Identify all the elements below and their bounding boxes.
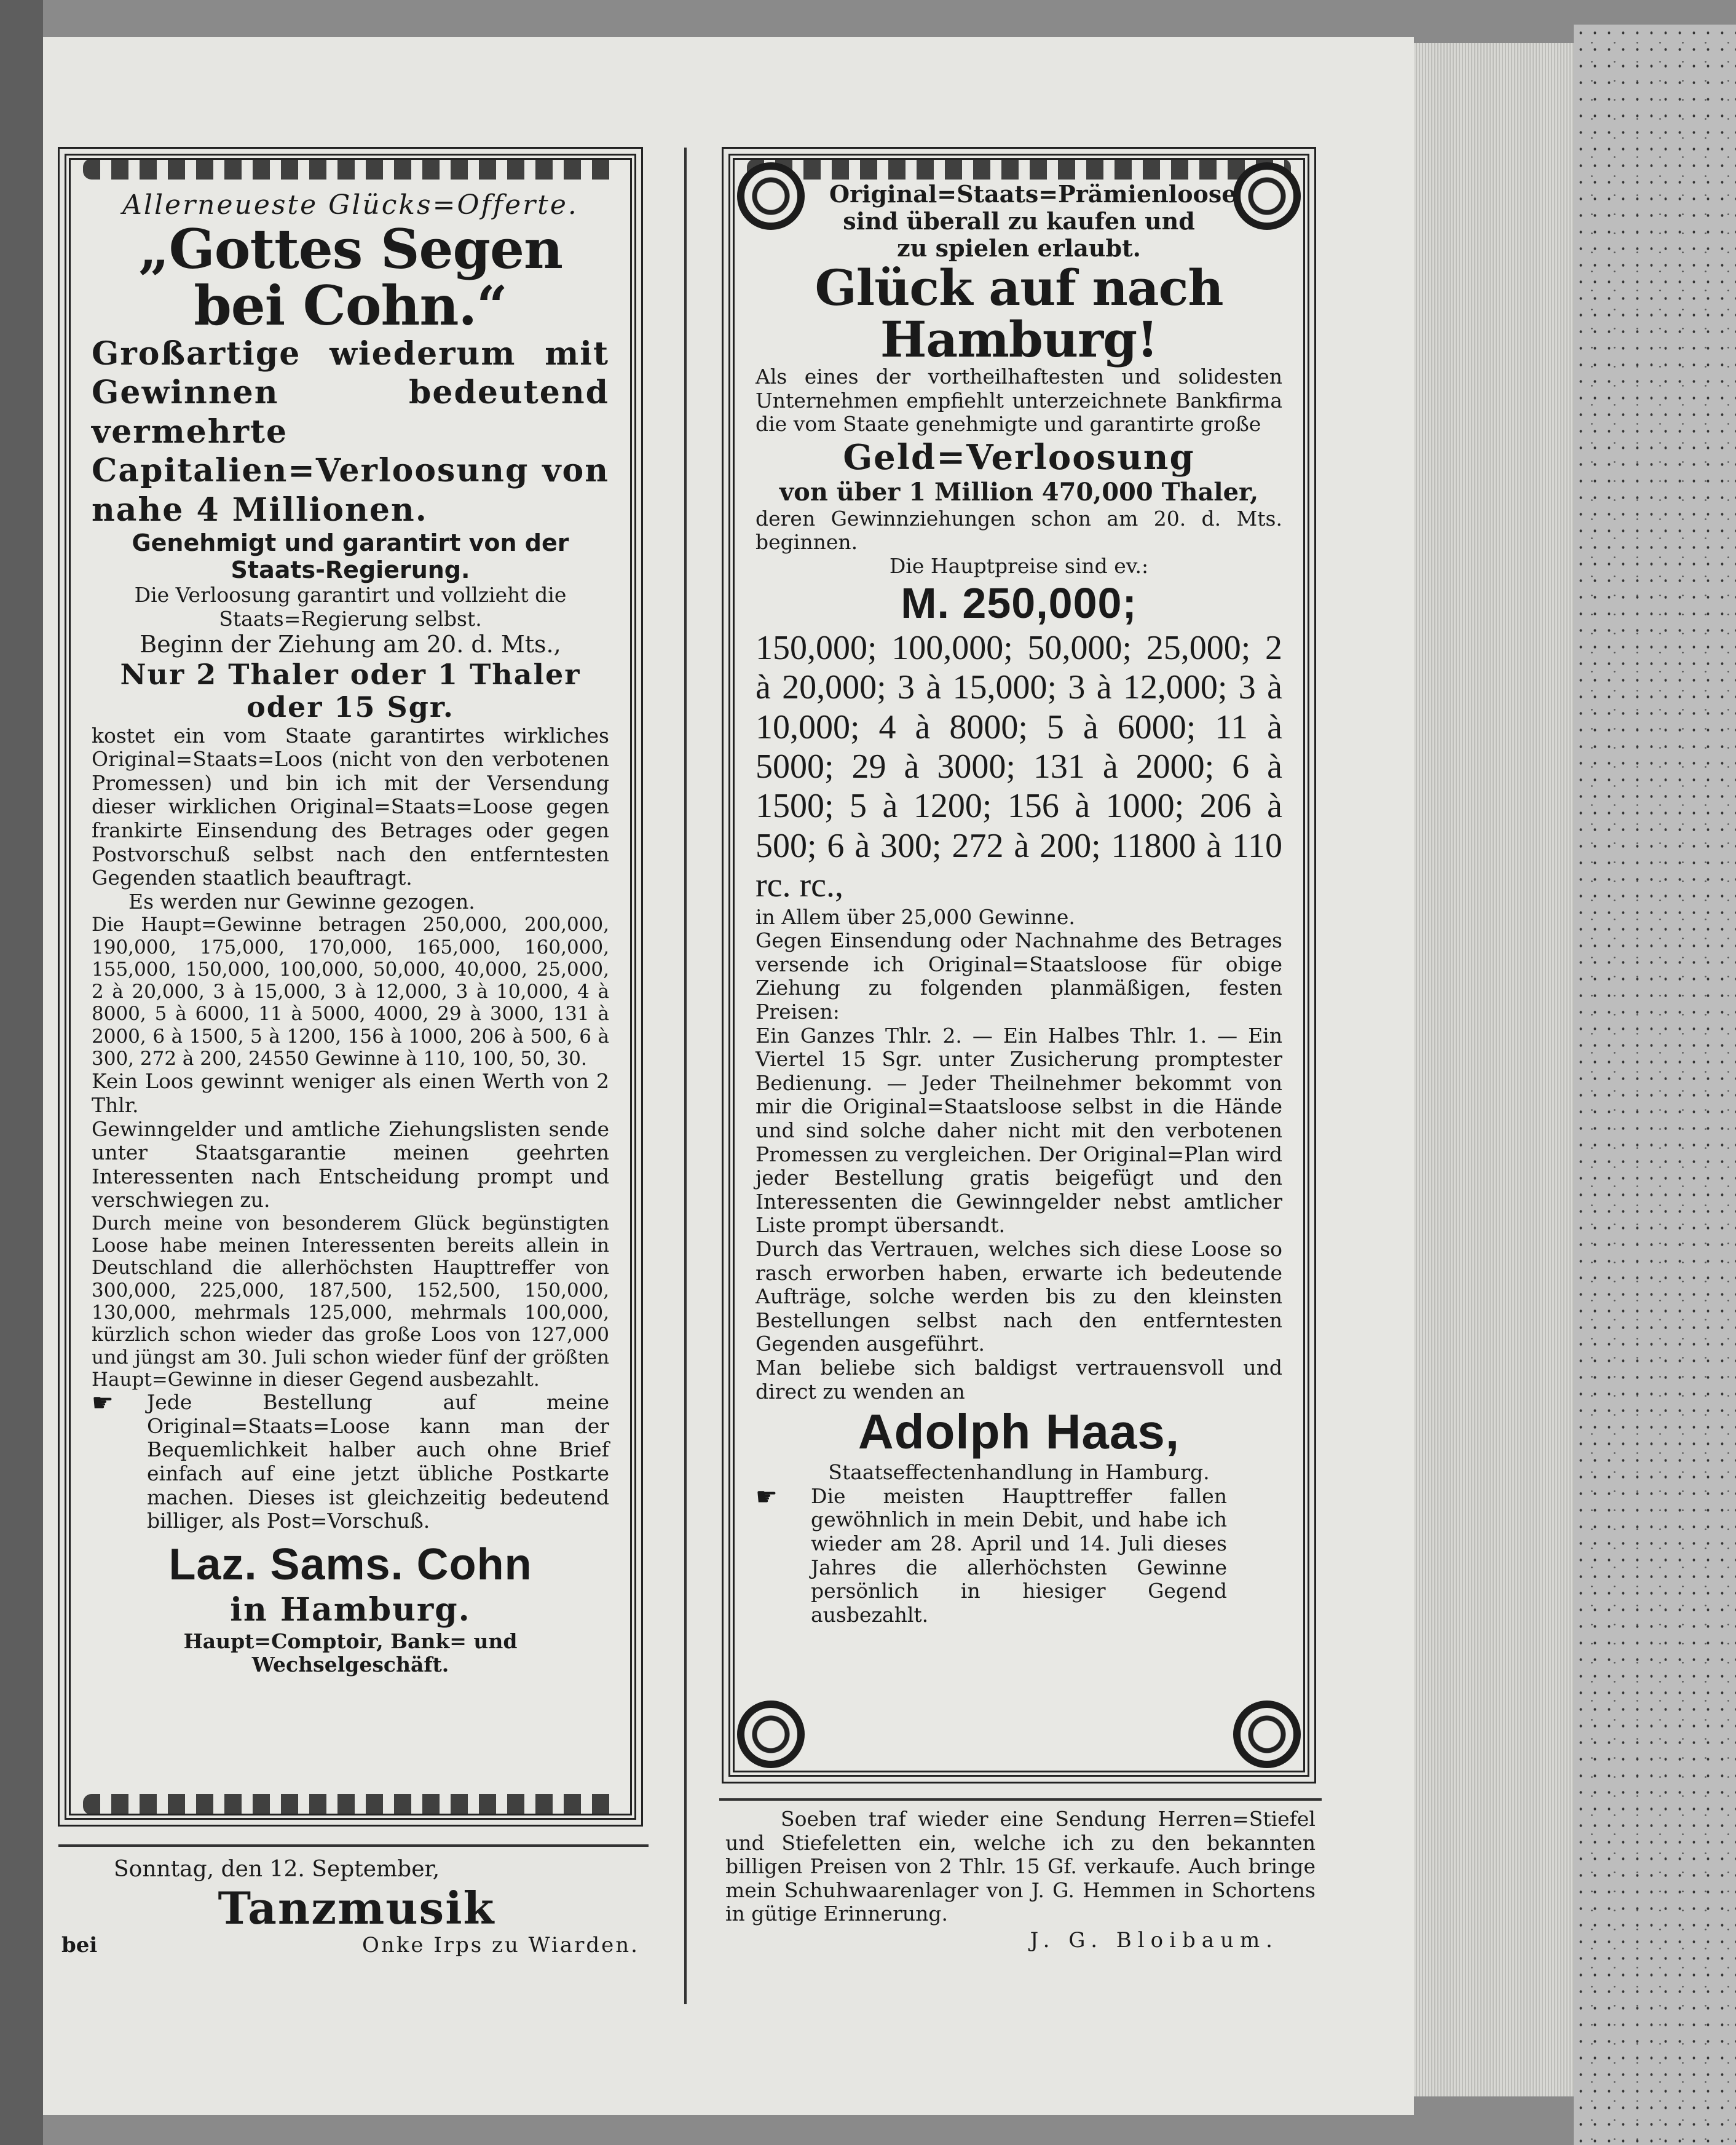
medallion-ornament-icon [1233,1701,1301,1768]
ad-only-wins: Es werden nur Gewinne gezogen. [128,889,475,914]
ad-winners-note-text: Die meisten Haupttreffer fallen gewöhnlich in mein Debit, und habe ich wieder am 28. April und 14. Juli dieses Jahres die allerhöchsten Gewinne persönlich in hiesiger Gegend ausbezahlt. [811,1483,1227,1627]
ad-payout: Gewinngelder und amtliche Ziehungslisten sende unter Staatsgarantie meinen geehrten Interessenten nach Entscheidung prompt und verschwiegen zu. [92,1116,609,1212]
ad-prize-list: 150,000; 100,000; 50,000; 25,000; 2 à 20,000; 3 à 15,000; 3 à 12,000; 3 à 10,000; 4 à 8000; 5 à 6000; 11 à 5000; 29 à 3000; 131 à 2000; 6 à 1500; 5 à 1200; 156 à 1000; 206 à 500; 6 à 300; 272 à 200; 11800 à 110 rc. rc., [756,628,1282,905]
ad-contact: Man beliebe sich baldigst vertrauensvoll und direct zu wenden an [756,1356,1282,1404]
dance-title: Tanzmusik [218,1881,495,1934]
ad-kicker: Allerneueste Glücks=Offerte. [122,189,578,221]
ad-price: Nur 2 Thaler oder 1 Thaler oder 15 Sgr. [120,657,581,724]
ad-min-value: Kein Loos gewinnt weniger als einen Werth von 2 Thlr. [92,1069,609,1117]
column-rule-left [58,1844,649,1847]
shoe-notice [725,1807,1316,1953]
ad-prize-list: Die Haupt=Gewinne betragen 250,000, 200,000, 190,000, 175,000, 170,000, 165,000, 160,000, 155,000, 150,000, 100,000, 50,000, 40,000, 25,000, 2 à 20,000, 3 à 15,000, 3 à 12,000, 3 à 10,000, 4 à 8000, 5 à 6000, 11 à 5000, 4000, 29 à 3000, 131 à 2000, 6 à 1500, 5 à 1200, 156 à 1000, 206 à 500, 6 à 300, 272 à 200, 24550 Gewinne à 110, 100, 50, 30. [92,914,609,1070]
ad-top-prize: M. 250,000; [901,579,1137,627]
ornament-border-bottom [83,1794,618,1815]
ad-prizes-intro: Die Hauptpreise sind ev.: [889,553,1149,578]
dance-date: Sonntag, den 12. September, [114,1857,440,1882]
ad-headline: „Gottes Segen bei Cohn.“ [138,217,562,338]
ad-draw-start: Beginn der Ziehung am 20. d. Mts., [140,631,561,658]
ad-total: von über 1 Million 470,000 Thaler, [779,478,1259,507]
ad-order-note [92,1391,609,1533]
ad-headline: Glück auf nach Hamburg! [815,259,1223,369]
scan-edge-left [0,0,43,2145]
ad-firm-name: Adolph Haas, [858,1404,1180,1460]
ornament-border-top [83,159,618,180]
ad-firm-desc: Staatseffectenhandlung in Hamburg. [828,1460,1210,1485]
dance-venue: Onke Irps zu Wiarden. [362,1933,639,1958]
ad-lottery-name: Geld=Verloosung [843,437,1195,478]
cohn-lottery-ad [65,154,636,1820]
ad-winners-note [756,1482,1282,1627]
ad-kicker: Original=Staats=Prämienloose sind überall zu kaufen und zu spielen erlaubt. [829,180,1237,263]
ad-subheadline: Großartige wiederum mit Gewinnen bedeutend vermehrte Capitalien=Verloosung von nahe 4 Millionen. [92,334,609,529]
ad-firm-desc: Haupt=Comptoir, Bank= und Wechselgeschäft. [183,1629,518,1677]
shoe-notice-text: Soeben traf wieder eine Sendung Herren=Stiefel und Stiefeletten ein, welche ich zu den bekannten billigen Preisen von 2 Thlr. 15 Gf. verkaufe. Auch bringe mein Schuhwaarenlager von J. G. Hemmen in Schortens in gütige Erinnerung. [725,1807,1316,1926]
ad-firm-city: in Hamburg. [230,1591,471,1629]
pointing-hand-icon: ☛ [756,1482,778,1511]
ornament-border-top [747,159,1291,180]
ad-approval: Genehmigt und garantirt von der Staats-Regierung. [132,529,569,584]
column-rule-right [719,1798,1322,1801]
ad-draw-date: deren Gewinnziehungen schon am 20. d. Mts. beginnen. [756,506,1282,555]
shoe-notice-signature: J. G. Bloibaum. [1030,1928,1279,1953]
ad-trust: Durch das Vertrauen, welches sich diese Loose so rasch erworben haben, erwarte ich bedeutende Aufträge, solche werden bis zu den kleinsten Bestellungen selbst nach den entferntesten Gegenden ausgeführt. [756,1237,1282,1356]
ad-guarantee: Die Verloosung garantirt und vollzieht die Staats=Regierung selbst. [134,583,567,631]
column-divider [684,148,687,2004]
book-cover [1574,25,1736,2145]
haas-lottery-ad [728,154,1309,1777]
ad-prices: Ein Ganzes Thlr. 2. — Ein Halbes Thlr. 1. — Ein Viertel 15 Sgr. unter Zusicherung promptester Bedienung. — Jeder Theilnehmer bekommt von mir die Original=Staatsloose selbst in die Hände und sind solche daher nicht mit den verbotenen Promessen zu vergleichen. Der Original=Plan wird jeder Bestellung gratis beigefügt und den Interessenten die Gewinngelder nebst amtlicher Liste prompt übersandt. [756,1023,1282,1238]
medallion-ornament-icon [737,1701,805,1768]
ad-body-offer: kostet ein vom Staate garantirtes wirkliches Original=Staats=Loos (nicht von den verbotenen Promessen) und bin ich mit der Versendung dieser wirklichen Original=Staats=Loose gegen frankirte Einsendung des Betrages oder gegen Postvorschuß selbst nach den entferntesten Gegenden staatlich beauftragt. [92,723,609,890]
ad-order-note-text: Jede Bestellung auf meine Original=Staats=Loose kann man der Bequemlichkeit halber auch ohne Brief einfach auf eine jetzt übliche Postkarte machen. Dieses ist gleichzeitig bedeutend billiger, als Post=Vorschuß. [147,1390,609,1533]
ad-firm-name: Laz. Sams. Cohn [168,1539,532,1589]
pointing-hand-icon: ☛ [92,1389,114,1418]
ad-order-terms: Gegen Einsendung oder Nachnahme des Betrages versende ich Original=Staatsloose für obige Ziehung zu folgenden planmäßigen, festen Preisen: [756,928,1282,1024]
dance-prefix: bei [61,1933,98,1958]
dance-notice [61,1857,652,1958]
ad-prize-count: in Allem über 25,000 Gewinne. [756,904,1075,929]
ad-past-wins: Durch meine von besonderem Glück begünstigten Loose habe meinen Interessenten bereits allein in Deutschland die allerhöchsten Haupttreffer von 300,000, 225,000, 187,500, 152,500, 150,000, 130,000, mehrmals 125,000, mehrmals 100,000, kürzlich schon wieder das große Loos von 127,000 und jüngst am 30. Juli schon wieder fünf der größten Haupt=Gewinne in dieser Gegend ausbezahlt. [92,1212,609,1391]
ad-intro: Als eines der vortheilhaftesten und solidesten Unternehmen empfiehlt unterzeichnete Bankfirma die vom Staate genehmigte und garantirte große [756,365,1282,437]
